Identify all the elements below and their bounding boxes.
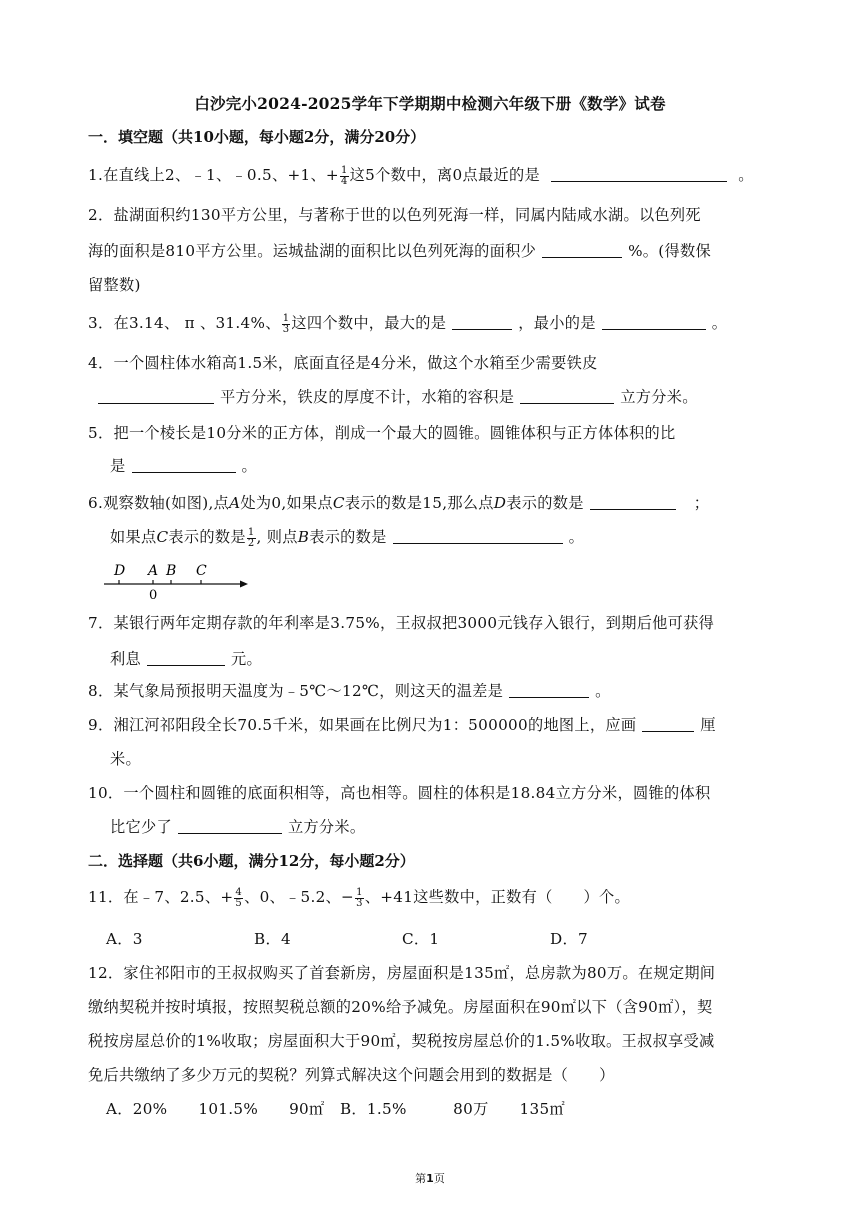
axis-label-A: A bbox=[148, 563, 159, 579]
section-fill-blank-heading: 一．填空题（共10小题，每小题2分，满分20分） bbox=[88, 128, 426, 146]
question-7-line-1: 7．某银行两年定期存款的年利率是3.75%，王叔叔把3000元钱存入银行，到期后他可获得 bbox=[88, 614, 715, 632]
section-choice-heading: 二．选择题（共6小题，满分12分，每小题2分） bbox=[88, 852, 415, 870]
question-6-line-1: 6.观察数轴(如图),点A处为0,如果点C表示的数是15,那么点D表示的数是 ； bbox=[88, 494, 710, 512]
question-12-line-3: 税按房屋总价的1%收取；房屋面积大于90㎡，契税按房屋总价的1.5%收取。王叔叔享受减 bbox=[88, 1032, 715, 1050]
answer-blank[interactable] bbox=[590, 495, 676, 510]
question-2-line-3: 留整数) bbox=[88, 276, 141, 294]
question-12-line-2: 缴纳契税并按时填报，按照契税总额的20%给予减免。房屋面积在90㎡以下（含90㎡），契 bbox=[88, 998, 713, 1016]
question-12-line-4: 免后共缴纳了多少万元的契税？列算式解决这个问题会用到的数据是（ ） bbox=[88, 1066, 615, 1084]
page-number: 第1页 bbox=[415, 1172, 445, 1185]
answer-blank[interactable] bbox=[520, 389, 614, 404]
option-c[interactable]: C．1 bbox=[402, 930, 440, 948]
question-10-line-2: 比它少了 立方分米。 bbox=[110, 818, 366, 836]
question-2-line-2: 海的面积是810平方公里。运城盐湖的面积比以色列死海的面积少 %。(得数保 bbox=[88, 242, 711, 260]
axis-arrow-icon bbox=[240, 581, 248, 588]
page-title: 白沙完小2024-2025学年下学期期中检测六年级下册《数学》试卷 bbox=[194, 94, 666, 113]
question-10-line-1: 10．一个圆柱和圆锥的底面积相等，高也相等。圆柱的体积是18.84立方分米，圆锥的体积 bbox=[88, 784, 711, 802]
answer-blank[interactable] bbox=[147, 651, 225, 666]
answer-blank[interactable] bbox=[393, 529, 563, 544]
answer-blank[interactable] bbox=[132, 458, 236, 473]
fraction: $\frac{1}{4}$ bbox=[340, 164, 348, 187]
question-5-line-1: 5．把一个棱长是10分米的正方体，削成一个最大的圆锥。圆锥体积与正方体体积的比 bbox=[88, 424, 676, 442]
number-line-figure bbox=[102, 560, 252, 602]
question-12-options[interactable]: A．20% 101.5% 90㎡ B．1.5% 80万 135㎡ bbox=[106, 1100, 565, 1118]
question-11: 11．在﹣7、2.5、+ $\frac{4}{5}$ 、0、﹣5.2、− $\frac{1}{3}$ 、+41这些数中，正数有（ ）个。 bbox=[88, 886, 631, 909]
option-b[interactable]: B．4 bbox=[254, 930, 291, 948]
answer-blank[interactable] bbox=[551, 167, 727, 182]
answer-blank[interactable] bbox=[642, 717, 694, 732]
question-5-line-2: 是 。 bbox=[110, 457, 257, 475]
answer-blank[interactable] bbox=[178, 819, 282, 834]
axis-label-D: D bbox=[114, 563, 126, 579]
question-8: 8．某气象局预报明天温度为﹣5℃～12℃，则这天的温差是 。 bbox=[88, 682, 611, 700]
fraction: $\frac{1}{3}$ bbox=[282, 312, 290, 335]
option-d[interactable]: D．7 bbox=[550, 930, 588, 948]
fraction: $\frac{4}{5}$ bbox=[235, 886, 243, 909]
axis-label-B: B bbox=[166, 563, 177, 579]
question-9-line-2: 米。 bbox=[110, 750, 141, 768]
answer-blank[interactable] bbox=[602, 315, 706, 330]
question-4-line-1: 4．一个圆柱体水箱高1.5米，底面直径是4分米，做这个水箱至少需要铁皮 bbox=[88, 354, 598, 372]
question-3: 3．在3.14、 π 、31.4%、 $\frac{1}{3}$ 这四个数中，最大的是 ，最小的是 。 bbox=[88, 312, 728, 335]
axis-zero-label: 0 bbox=[149, 588, 158, 602]
question-1: 1.在直线上2、﹣1、﹣0.5、+1、+ $\frac{1}{4}$ 这5个数中，离0点最近的是 。 bbox=[88, 164, 754, 187]
fraction: $\frac{1}{3}$ bbox=[356, 886, 363, 909]
question-9-line-1: 9．湘江河祁阳段全长70.5千米，如果画在比例尺为1：500000的地图上，应画 厘 bbox=[88, 716, 716, 734]
question-4-line-2: 平方分米，铁皮的厚度不计，水箱的容积是 立方分米。 bbox=[92, 386, 698, 407]
question-7-line-2: 利息 元。 bbox=[110, 650, 262, 668]
question-2-line-1: 2．盐湖面积约130平方公里，与著称于世的以色列死海一样，同属内陆咸水湖。以色列死 bbox=[88, 206, 701, 224]
fraction: $\frac{1}{2}$ bbox=[247, 526, 255, 549]
answer-blank[interactable] bbox=[452, 315, 512, 330]
answer-blank[interactable] bbox=[542, 243, 622, 258]
option-a[interactable]: A．3 bbox=[106, 930, 143, 948]
question-6-line-2: 如果点C表示的数是 $\frac{1}{2}$ , 则点B表示的数是 。 bbox=[110, 526, 585, 549]
question-12-line-1: 12．家住祁阳市的王叔叔购买了首套新房，房屋面积是135㎡，总房款为80万。在规定期间 bbox=[88, 964, 716, 982]
answer-blank[interactable] bbox=[509, 683, 589, 698]
axis-label-C: C bbox=[196, 563, 207, 579]
answer-blank[interactable] bbox=[98, 389, 214, 404]
question-11-options bbox=[106, 928, 698, 949]
